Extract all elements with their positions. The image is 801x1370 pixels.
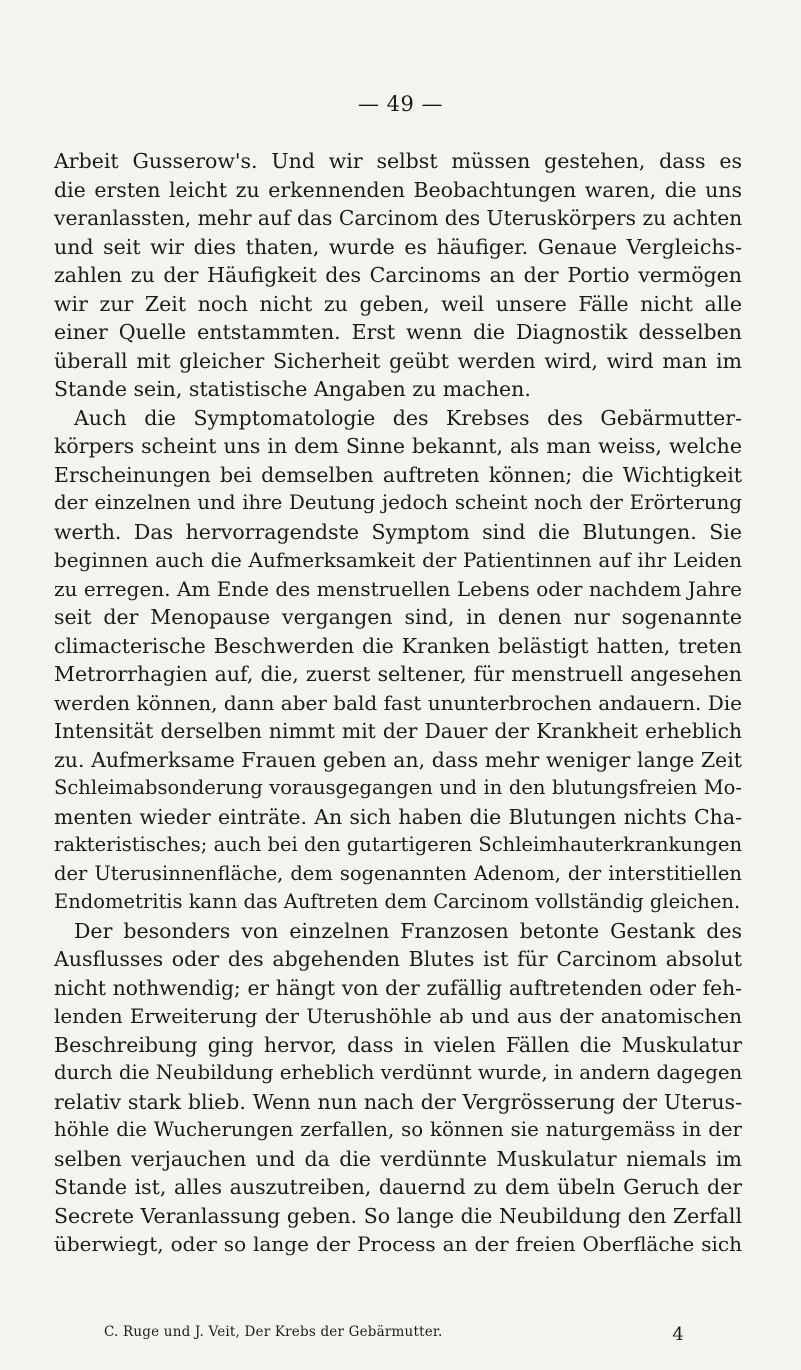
text-line: körpers scheint uns in dem Sinne bekannt, als man weiss, welche xyxy=(54,434,742,458)
text-line: durch die Neubildung erheblich verdünnt wurde, in andern dagegen xyxy=(54,1061,743,1084)
text-line: selben verjauchen und da die verdünnte Muskulatur niemals im xyxy=(54,1146,742,1171)
text-line: climacterische Beschwerden die Kranken belästigt hatten, treten xyxy=(54,633,742,658)
text-line: die ersten leicht zu erkennenden Beobachtungen waren, die uns xyxy=(54,177,742,202)
text-line: veranlassten, mehr auf das Carcinom des Uteruskörpers zu achten xyxy=(54,206,743,230)
text-line: der einzelnen und ihre Deutung jedoch scheint noch der Erörterung xyxy=(54,491,742,514)
page-footer xyxy=(104,1324,684,1345)
text-line: lenden Erweiterung der Uterushöhle ab und aus der anatomischen xyxy=(54,1004,742,1028)
text-line: Secrete Veranlassung geben. So lange die Neubildung den Zerfall xyxy=(54,1203,742,1228)
footer-imprint: C. Ruge und J. Veit, Der Krebs der Gebärmutter. xyxy=(104,1324,443,1340)
page-number: — 49 — xyxy=(357,92,444,116)
text-line: Stande ist, alles auszutreiben, dauernd zu dem übeln Geruch der xyxy=(54,1175,742,1199)
text-line: Erscheinungen bei demselben auftreten können; die Wichtigkeit xyxy=(54,462,742,487)
text-line: nicht nothwendig; er hängt von der zufällig auftretenden oder feh- xyxy=(54,975,742,1000)
text-line: Endometritis kann das Auftreten dem Carcinom vollständig gleichen. xyxy=(54,890,741,913)
text-line: zahlen zu der Häufigkeit des Carcinoms an der Portio vermögen xyxy=(54,263,742,287)
text-line: Intensität derselben nimmt mit der Dauer der Krankheit erheblich xyxy=(54,719,742,743)
text-line: einer Quelle entstammten. Erst wenn die Diagnostik desselben xyxy=(54,320,742,344)
text-line: höhle die Wucherungen zerfallen, so können sie naturgemäss in der xyxy=(54,1118,742,1141)
text-line: zu erregen. Am Ende des menstruellen Lebens oder nachdem Jahre xyxy=(54,576,742,601)
body-text xyxy=(54,147,742,1259)
text-line: Beschreibung ging hervor, dass in vielen Fällen die Muskulatur xyxy=(54,1032,742,1057)
text-line: rakteristisches; auch bei den gutartigeren Schleimhauterkrankungen xyxy=(54,833,742,856)
text-line: seit der Menopause vergangen sind, in denen nur sogenannte xyxy=(54,605,742,629)
text-line: Auch die Symptomatologie des Krebses des Gebärmutter- xyxy=(74,405,742,430)
text-line: Metrorrhagien auf, die, zuerst seltener, für menstruell angesehen xyxy=(54,662,742,686)
text-line: Arbeit Gusserow's. Und wir selbst müssen gestehen, dass es xyxy=(54,149,742,173)
text-line: menten wieder einträte. An sich haben die Blutungen nichts Cha- xyxy=(54,804,742,829)
text-line: zu. Aufmerksame Frauen geben an, dass mehr weniger lange Zeit xyxy=(54,747,742,772)
text-line: werth. Das hervorragendste Symptom sind die Blutungen. Sie xyxy=(54,519,742,544)
sheet-number: 4 xyxy=(672,1324,684,1345)
text-line: Ausflusses oder des abgehenden Blutes ist für Carcinom absolut xyxy=(54,947,742,971)
text-line: überwiegt, oder so lange der Process an der freien Oberfläche sich xyxy=(54,1232,742,1256)
text-line: Der besonders von einzelnen Franzosen betonte Gestank des xyxy=(74,918,742,943)
text-line: Stande sein, statistische Angaben zu machen. xyxy=(54,377,531,401)
text-line: Schleimabsonderung vorausgegangen und in den blutungsfreien Mo- xyxy=(54,776,742,799)
text-line: relativ stark blieb. Wenn nun nach der Vergrösserung der Uterus- xyxy=(54,1089,742,1114)
text-line: beginnen auch die Aufmerksamkeit der Patientinnen auf ihr Leiden xyxy=(54,548,742,572)
text-line: und seit wir dies thaten, wurde es häufiger. Genaue Vergleichs- xyxy=(54,234,742,259)
text-line: wir zur Zeit noch nicht zu geben, weil unsere Fälle nicht alle xyxy=(54,291,742,316)
text-line: überall mit gleicher Sicherheit geübt werden wird, wird man im xyxy=(54,348,742,373)
text-line: werden können, dann aber bald fast ununterbrochen andauern. Die xyxy=(54,690,742,715)
text-line: der Uterusinnenfläche, dem sogenannten Adenom, der interstitiellen xyxy=(54,861,742,885)
